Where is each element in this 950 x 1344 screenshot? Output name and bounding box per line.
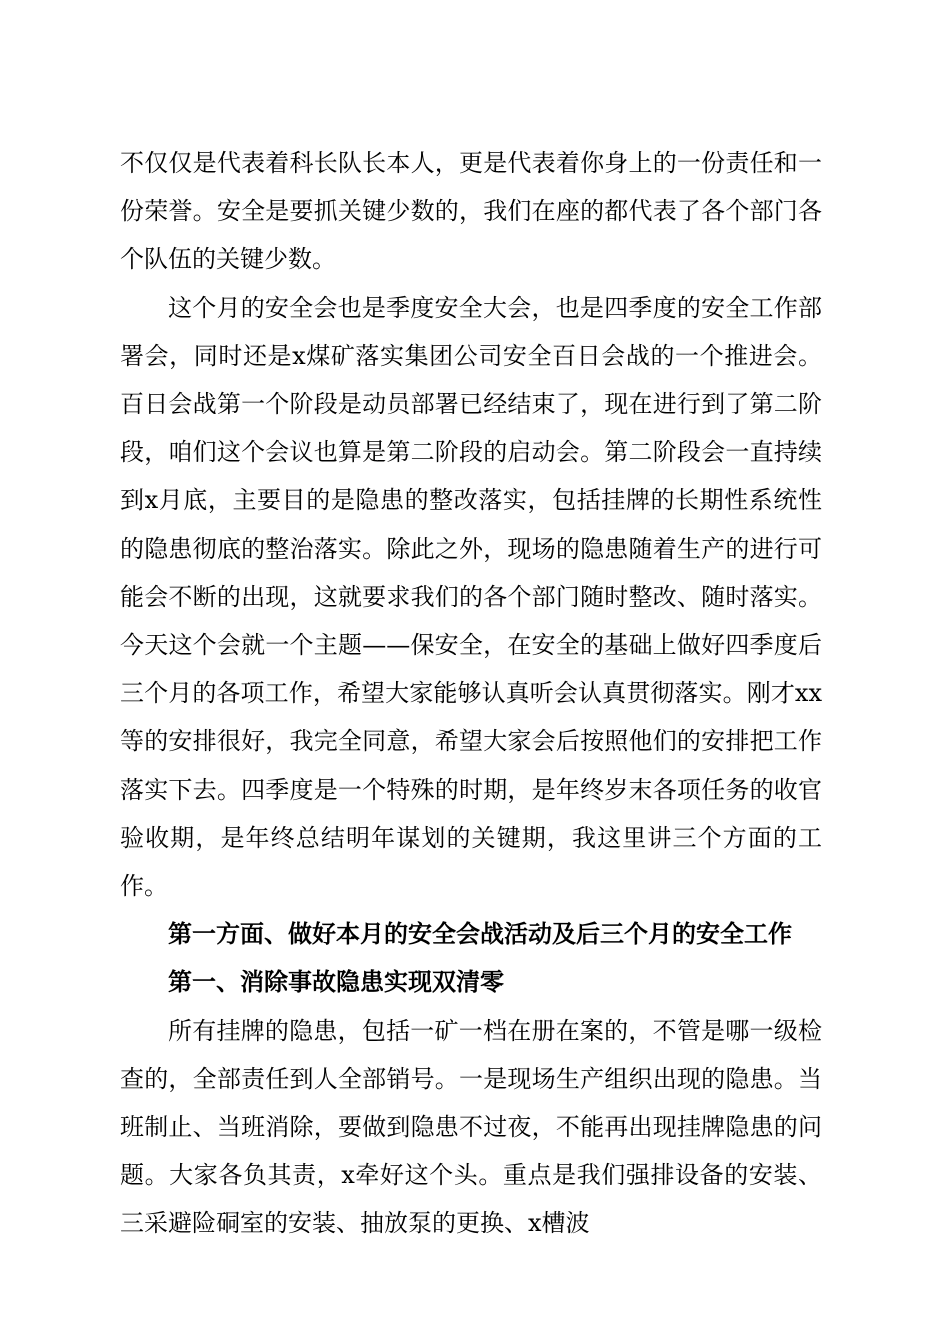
body-paragraph-continued: 不仅仅是代表着科长队长本人，更是代表着你身上的一份责任和一份荣誉。安全是要抓关键少数的，我们在座的都代表了各个部门各个队伍的关键少数。 <box>120 149 822 274</box>
body-paragraph-hazards: 所有挂牌的隐患，包括一矿一档在册在案的，不管是哪一级检查的，全部责任到人全部销号。一是现场生产组织出现的隐患。当班制止、当班消除，要做到隐患不过夜，不能再出现挂牌隐患的问题。大家各负其责，x牵好这个头。重点是我们强排设备的安装、三采避险硐室的安装、抽放泵的更换、x槽波 <box>120 1016 822 1238</box>
subsection-heading-eliminate-hazards: 第一、消除事故隐患实现双清零 <box>168 967 504 997</box>
body-paragraph-safety-meeting: 这个月的安全会也是季度安全大会，也是四季度的安全工作部署会，同时还是x煤矿落实集团公司安全百日会战的一个推进会。百日会战第一个阶段是动员部署已经结束了，现在进行到了第二阶段，咱们这个会议也算是第二阶段的启动会。第二阶段会一直持续到x月底，主要目的是隐患的整改落实，包括挂牌的长期性系统性的隐患彻底的整治落实。除此之外，现场的隐患随着生产的进行可能会不断的出现，这就要求我们的各个部门随时整改、随时落实。今天这个会就一个主题——保安全，在安全的基础上做好四季度后三个月的各项工作，希望大家能够认真听会认真贯彻落实。刚才xx等的安排很好，我完全同意，希望大家会后按照他们的安排把工作落实下去。四季度是一个特殊的时期，是年终岁末各项任务的收官验收期，是年终总结明年谋划的关键期，我这里讲三个方面的工作。 <box>120 293 822 901</box>
section-heading-first-aspect: 第一方面、做好本月的安全会战活动及后三个月的安全工作 <box>168 919 792 949</box>
document-page <box>120 139 822 1248</box>
